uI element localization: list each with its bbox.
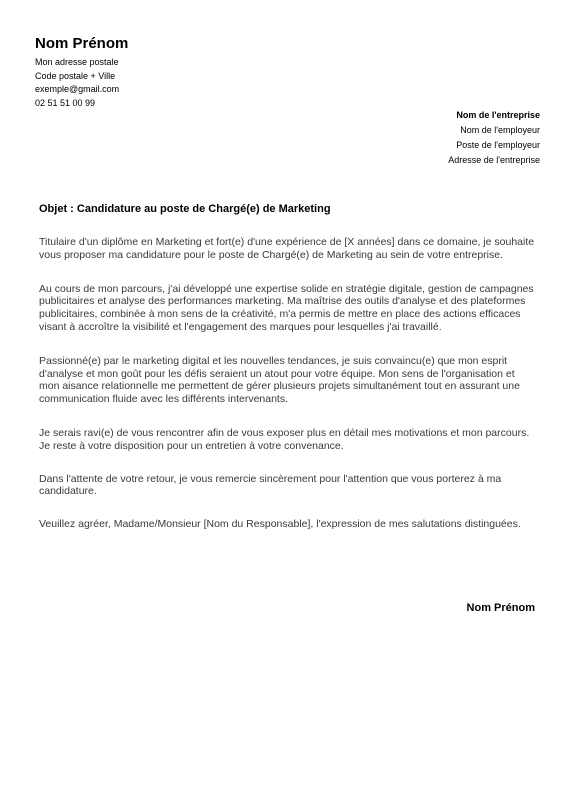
letter-subject: Objet : Candidature au poste de Chargé(e) de Marketing — [39, 203, 331, 215]
sender-address: Mon adresse postale — [35, 57, 119, 67]
paragraph-introduction: Titulaire d'un diplôme en Marketing et fort(e) d'une expérience de [X années] dans ce domaine, je souhaite vous proposer ma candidature pour le poste de Chargé(e) de Marketing au sein de votre entreprise. — [39, 236, 535, 261]
recipient-block — [280, 108, 540, 168]
paragraph-thanks: Dans l'attente de votre retour, je vous remercie sincèrement pour l'attention que vous porterez à ma candidature. — [39, 472, 502, 498]
sender-city: Code postale + Ville — [35, 70, 116, 81]
paragraph-motivation: Passionné(e) par le marketing digital et les nouvelles tendances, je suis convaincu(e) que mon esprit d'analyse et mon goût pour les défis seraient un atout pour votre équipe. Mon sens de l'organisation et mon aisance relationnelle me permettent de gérer plusieurs projets simultanément tout en assurant une communication fluide avec les différents intervenants. — [39, 354, 520, 406]
paragraph-meeting-request: Je serais ravi(e) de vous rencontrer afin de vous exposer plus en détail mes motivations et mon parcours. Je reste à votre disposition pour un entretien à votre convenance. — [39, 426, 530, 452]
sender-name: Nom Prénom — [35, 35, 129, 52]
signature-name: Nom Prénom — [466, 602, 535, 614]
sender-phone: 02 51 51 00 99 — [35, 97, 96, 108]
letter-body — [39, 236, 536, 531]
paragraph-experience: Au cours de mon parcours, j'ai développé une expertise solide en stratégie digitale, gestion de campagnes publicitaires et analyse des performances marketing. Ma maîtrise des outils d'analyse et des plateformes publicitaires, combinée à mon sens de la créativité, m'a permis de mettre en place des actions efficaces visant à accroître la visibilité et l'engagement des marques pour lesquelles j'ai travaillé. — [39, 282, 534, 333]
recipient-employer-name: Nom de l'employeur — [460, 125, 540, 135]
recipient-employer-position: Poste de l'employeur — [456, 140, 540, 150]
recipient-company: Nom de l'entreprise — [456, 110, 540, 120]
sender-email: exemple@gmail.com — [35, 84, 120, 94]
sender-block — [35, 35, 275, 110]
recipient-company-address: Adresse de l'entreprise — [448, 155, 540, 165]
paragraph-closing: Veuillez agréer, Madame/Monsieur [Nom du Responsable], l'expression de mes salutations distinguées. — [39, 518, 521, 531]
